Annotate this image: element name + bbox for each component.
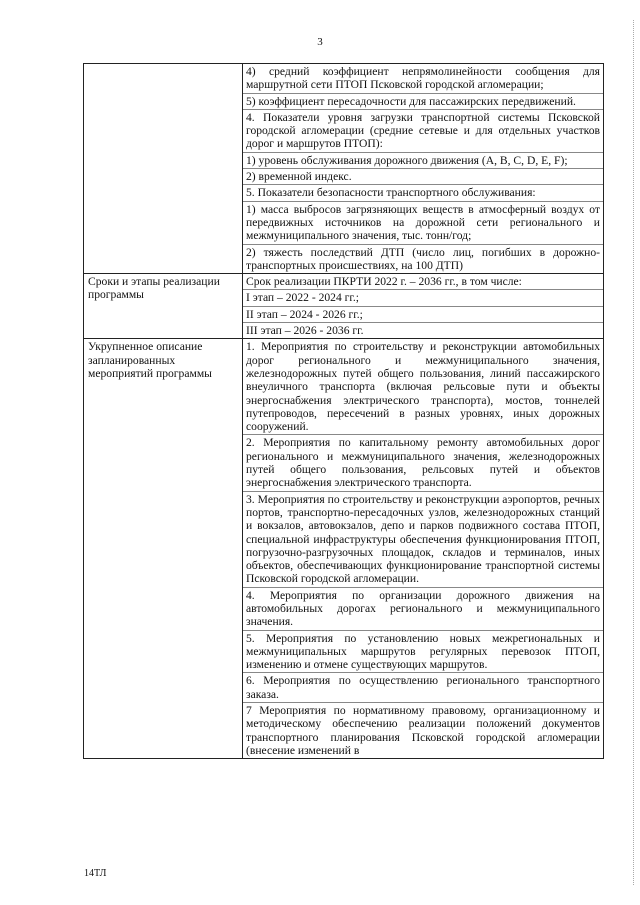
footer-code: 14ТЛ (84, 868, 107, 879)
paragraph: II этап – 2024 - 2026 гг.; (243, 307, 603, 323)
row-content (243, 274, 604, 339)
table-row (84, 274, 604, 339)
paragraph: 7 Мероприятия по нормативному правовому, организационному и методическому обеспечению реализации положений документов транспортного планирования Псковской городской агломерации (внесение изменений в (246, 704, 600, 757)
table-row (84, 64, 604, 274)
paragraph: 5. Показатели безопасности транспортного обслуживания: (243, 185, 603, 201)
program-passport-table (83, 63, 604, 759)
row-label (84, 64, 243, 274)
paragraph: I этап – 2022 - 2024 гг.; (243, 290, 603, 306)
paragraph: 4) средний коэффициент непрямолинейности сообщения для маршрутной сети ПТОП Псковской городской агломерации; (243, 64, 603, 94)
paragraph: 6. Мероприятия по осуществлению регионального транспортного заказа. (243, 673, 603, 703)
paragraph: III этап – 2026 - 2036 гг. (246, 324, 364, 338)
paragraph: 2) временной индекс. (243, 169, 603, 185)
paragraph: 1. Мероприятия по строительству и реконструкции автомобильных дорог регионального и межмуниципального значения, железнодорожных путей общего пользования, линий пассажирского внеуличного транспорта (включая рельсовые пути и объекты энергоснабжения электрического транспорта), мостов, тоннелей путепроводов, пересечений в разных уровнях, иных дорожных сооружений. (243, 339, 603, 435)
paragraph: 5) коэффициент пересадочности для пассажирских передвижений. (243, 94, 603, 110)
paragraph: 3. Мероприятия по строительству и реконструкции аэропортов, речных портов, транспортно-пересадочных узлов, железнодорожных станций и вокзалов, автовокзалов, депо и парков подвижного состава ПТОП, специальной инфраструктуры обеспечения функционирования ПТОП, погрузочно-разгрузочных площадок, складов и терминалов, иных объектов, обеспечивающих функционирование транспортной системы Псковской городской агломерации. (243, 492, 603, 588)
row-content (243, 64, 604, 274)
table-row (84, 339, 604, 759)
paragraph: 2) тяжесть последствий ДТП (число лиц, погибших в дорожно-транспортных происшествиях, на 100 ДТП) (246, 245, 600, 272)
row-label: Укрупненное описание запланированных мероприятий программы (84, 339, 243, 759)
row-content (243, 339, 604, 759)
row-label: Сроки и этапы реализации программы (84, 274, 243, 339)
paragraph: 1) уровень обслуживания дорожного движения (A, B, C, D, E, F); (243, 153, 603, 169)
page-number: 3 (317, 36, 323, 48)
paragraph: 4. Мероприятия по организации дорожного движения на автомобильных дорогах регионального и межмуниципального значения. (243, 588, 603, 631)
paragraph: Срок реализации ПКРТИ 2022 г. – 2036 гг., в том числе: (243, 274, 603, 290)
paragraph: 4. Показатели уровня загрузки транспортной системы Псковской городской агломерации (средние сетевые и для отдельных участков дорог и маршрутов ПТОП): (243, 110, 603, 153)
paragraph: 2. Мероприятия по капитальному ремонту автомобильных дорог регионального и межмуниципального значения, железнодорожных путей общего пользования, рельсовых путей и объектов энергоснабжения электрического транспорта. (243, 435, 603, 491)
scan-margin-line (633, 20, 634, 885)
paragraph: 5. Мероприятия по установлению новых межрегиональных и межмуниципальных маршрутов регулярных перевозок ПТОП, изменению и отмене существующих маршрутов. (243, 631, 603, 674)
paragraph: 1) масса выбросов загрязняющих веществ в атмосферный воздух от передвижных источников на дорожной сети регионального и межмуниципального значения, тыс. тонн/год; (243, 202, 603, 245)
